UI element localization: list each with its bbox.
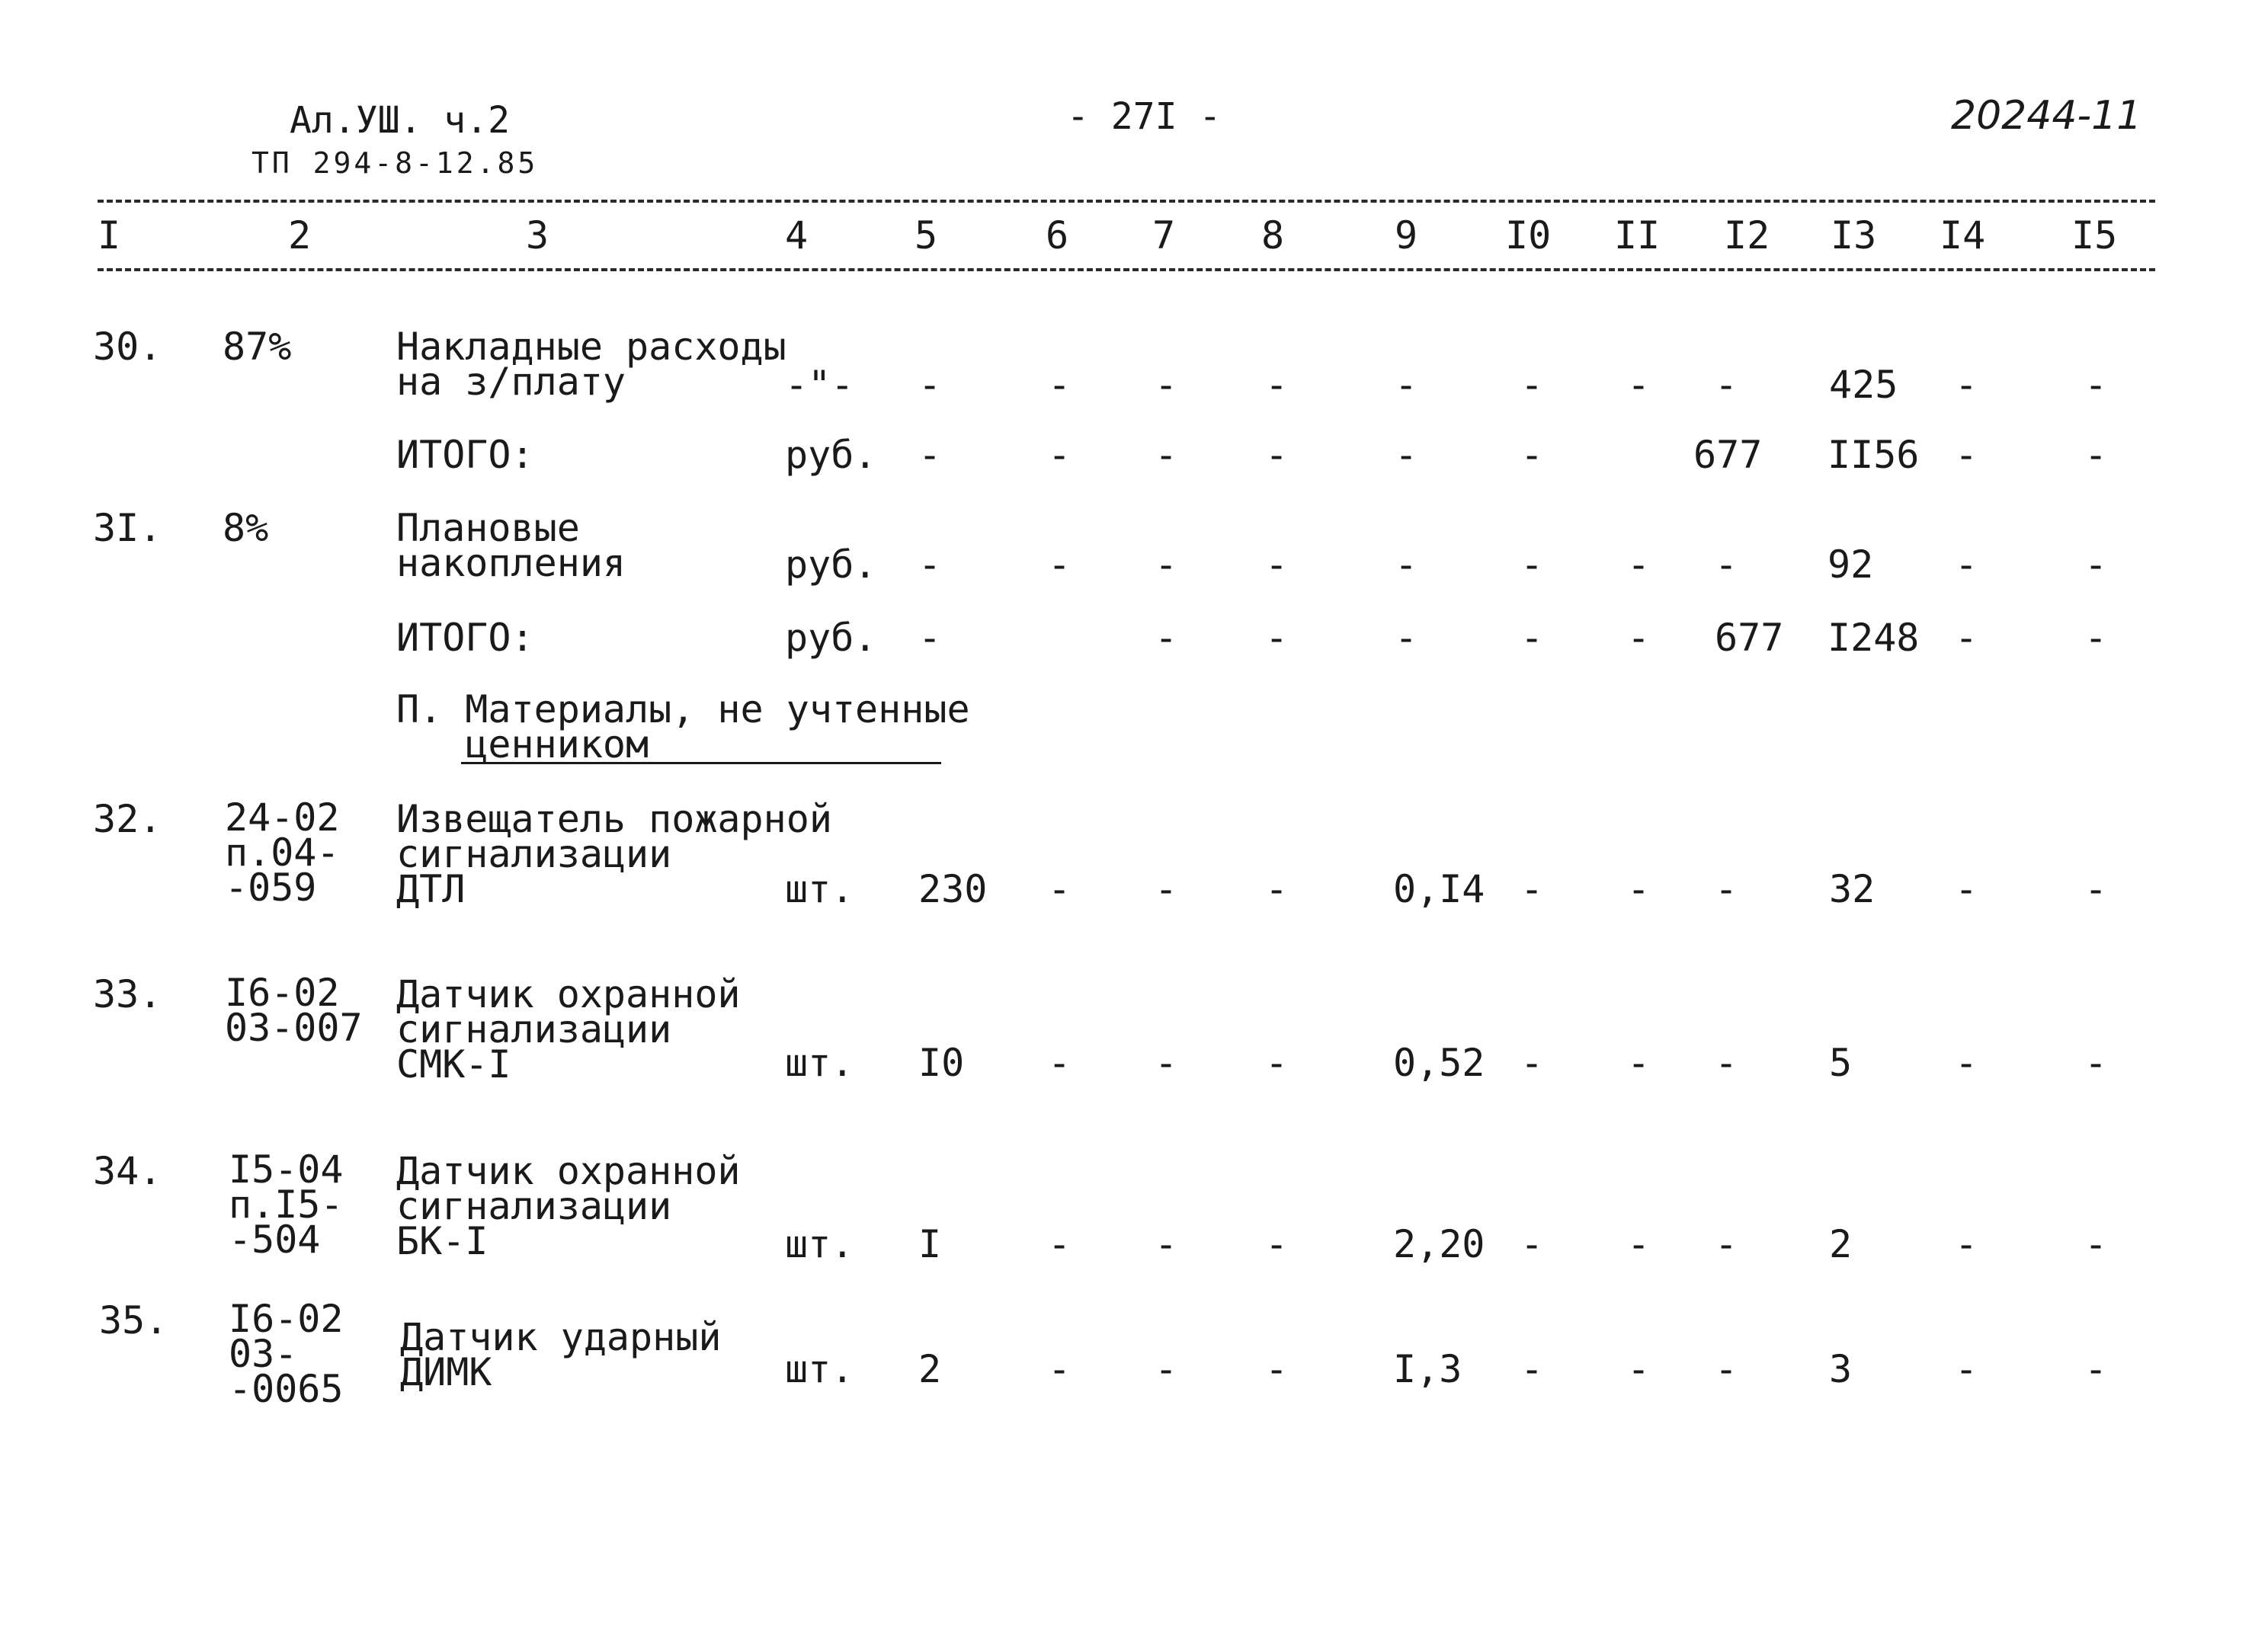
row-32-col13: 32 [1829, 867, 1876, 911]
row-31-code: 8% [223, 506, 269, 550]
row-30-total-label: ИТОГО: [396, 433, 534, 477]
row-30-unit: -"- [785, 363, 854, 407]
row-30-total-col5: - [918, 433, 942, 477]
row-33-col9: 0,52 [1393, 1041, 1485, 1085]
row-30-total-col6: - [1048, 433, 1072, 477]
row-32-col9: 0,I4 [1393, 867, 1485, 911]
row-35-unit: шт. [785, 1347, 854, 1391]
row-31-col11: - [1627, 542, 1651, 587]
row-30-col9: - [1395, 363, 1418, 407]
row-31-col6: - [1048, 542, 1072, 587]
column-header-4: 4 [785, 213, 809, 258]
column-header-3: 3 [526, 213, 549, 258]
row-30-total-col14: - [1955, 433, 1978, 477]
row-34-unit: шт. [785, 1222, 854, 1266]
row-35-col10: - [1520, 1347, 1544, 1391]
row-31-total-col12: 677 [1715, 616, 1784, 660]
row-33-col5: I0 [918, 1041, 965, 1085]
row-30-col6: - [1048, 363, 1072, 407]
row-31-total-col14: - [1955, 616, 1978, 660]
row-33-name: Датчик охранной сигнализации СМК-I [396, 972, 741, 1087]
row-31-col12: - [1715, 542, 1738, 587]
row-33-unit: шт. [785, 1041, 854, 1085]
row-30-total-col8: - [1265, 433, 1289, 477]
column-header-8: 8 [1261, 213, 1285, 258]
row-31-col7: - [1155, 542, 1178, 587]
row-33-col6: - [1048, 1041, 1072, 1085]
header-rule-bottom [98, 268, 2155, 271]
project-label: ТП 294-8-12.85 [251, 146, 539, 180]
row-32-number: 32. [93, 797, 162, 841]
row-31-total-col11: - [1627, 616, 1651, 660]
row-31-col5: - [918, 542, 942, 587]
row-31-total-col7: - [1155, 616, 1178, 660]
column-header-10: I0 [1505, 213, 1552, 258]
row-35-col7: - [1155, 1347, 1178, 1391]
row-31-unit: руб. [785, 542, 877, 587]
row-35-name: Датчик ударный ДИМК [400, 1315, 722, 1394]
column-header-15: I5 [2071, 213, 2118, 258]
column-header-13: I3 [1831, 213, 1877, 258]
column-header-11: II [1614, 213, 1661, 258]
column-header-1: I [98, 213, 121, 258]
row-30-total-col12: 677 [1693, 433, 1763, 477]
row-34-col7: - [1155, 1222, 1178, 1266]
row-34-col6: - [1048, 1222, 1072, 1266]
row-33-col8: - [1265, 1041, 1289, 1085]
row-31-col14: - [1955, 542, 1978, 587]
row-34-col12: - [1715, 1222, 1738, 1266]
row-30-col15: - [2084, 363, 2108, 407]
row-35-col15: - [2084, 1347, 2108, 1391]
row-32-col11: - [1627, 867, 1651, 911]
row-35-number: 35. [99, 1298, 168, 1343]
column-header-7: 7 [1152, 213, 1176, 258]
row-30-total-unit: руб. [785, 433, 877, 477]
row-31-total-col9: - [1395, 616, 1418, 660]
row-30-number: 30. [93, 325, 162, 369]
row-31-number: 3I. [93, 506, 162, 550]
row-31-total-label: ИТОГО: [396, 616, 534, 660]
row-31-total-col8: - [1265, 616, 1289, 660]
row-31-total-unit: руб. [785, 616, 877, 660]
row-35-col14: - [1955, 1347, 1978, 1391]
row-34-col10: - [1520, 1222, 1544, 1266]
row-35-col13: 3 [1829, 1347, 1853, 1391]
row-34-col15: - [2084, 1222, 2108, 1266]
row-35-col9: I,3 [1393, 1347, 1462, 1391]
row-34-col9: 2,20 [1393, 1222, 1485, 1266]
row-34-number: 34. [93, 1149, 162, 1193]
row-34-col11: - [1627, 1222, 1651, 1266]
row-30-col5: - [918, 363, 942, 407]
row-31-col9: - [1395, 542, 1418, 587]
column-header-2: 2 [288, 213, 312, 258]
row-35-col11: - [1627, 1347, 1651, 1391]
row-30-total-col10: - [1520, 433, 1544, 477]
row-31-total-col5: - [918, 616, 942, 660]
row-32-code: 24-02 п.04- -059 [225, 795, 340, 910]
row-32-col5: 230 [918, 867, 988, 911]
row-35-col12: - [1715, 1347, 1738, 1391]
row-30-name: Накладные расходы на з/плату [396, 325, 786, 404]
column-header-14: I4 [1940, 213, 1986, 258]
row-34-col14: - [1955, 1222, 1978, 1266]
row-35-col8: - [1265, 1347, 1289, 1391]
album-label: Ал.УШ. ч.2 [290, 99, 510, 142]
row-30-code: 87% [223, 325, 292, 369]
section-heading: П. Материалы, не учтенные ценником [396, 687, 970, 766]
row-35-col5: 2 [918, 1347, 942, 1391]
row-34-code: I5-04 п.I5- -504 [229, 1147, 344, 1262]
row-33-number: 33. [93, 972, 162, 1016]
row-32-col7: - [1155, 867, 1178, 911]
row-32-unit: шт. [785, 867, 854, 911]
row-31-total-col10: - [1520, 616, 1544, 660]
document-code: 20244-11 [1951, 93, 2142, 139]
header-rule-top [98, 200, 2155, 203]
column-header-12: I2 [1724, 213, 1770, 258]
row-30-col11: - [1627, 363, 1651, 407]
row-35-col6: - [1048, 1347, 1072, 1391]
row-32-name: Извещатель пожарной сигнализации ДТЛ [396, 797, 832, 911]
row-32-col6: - [1048, 867, 1072, 911]
row-31-col10: - [1520, 542, 1544, 587]
page-number: - 27I - [1067, 95, 1222, 138]
column-header-6: 6 [1046, 213, 1069, 258]
row-30-col14: - [1955, 363, 1978, 407]
row-34-col13: 2 [1829, 1222, 1853, 1266]
column-header-5: 5 [915, 213, 938, 258]
row-30-total-col15: - [2084, 433, 2108, 477]
row-32-col15: - [2084, 867, 2108, 911]
row-33-col10: - [1520, 1041, 1544, 1085]
row-34-name: Датчик охранной сигнализации БК-I [396, 1149, 741, 1263]
row-31-total-col15: - [2084, 616, 2108, 660]
row-33-col14: - [1955, 1041, 1978, 1085]
row-32-col8: - [1265, 867, 1289, 911]
row-33-col12: - [1715, 1041, 1738, 1085]
row-33-col15: - [2084, 1041, 2108, 1085]
row-32-col12: - [1715, 867, 1738, 911]
row-30-total-col9: - [1395, 433, 1418, 477]
row-30-total-col13: II56 [1828, 433, 1920, 477]
row-33-col11: - [1627, 1041, 1651, 1085]
row-30-col12: - [1715, 363, 1738, 407]
row-31-col8: - [1265, 542, 1289, 587]
row-33-col7: - [1155, 1041, 1178, 1085]
row-30-total-col7: - [1155, 433, 1178, 477]
column-header-9: 9 [1395, 213, 1418, 258]
row-30-col10: - [1520, 363, 1544, 407]
row-31-name: Плановые накопления [396, 506, 626, 585]
row-34-col8: - [1265, 1222, 1289, 1266]
row-34-col5: I [918, 1222, 942, 1266]
row-32-col10: - [1520, 867, 1544, 911]
row-31-total-col13: I248 [1828, 616, 1920, 660]
section-heading-underline [461, 762, 941, 764]
row-33-col13: 5 [1829, 1041, 1853, 1085]
row-33-code: I6-02 03-007 [225, 971, 363, 1050]
row-30-col7: - [1155, 363, 1178, 407]
row-35-code: I6-02 03- -0065 [229, 1297, 344, 1411]
row-30-col8: - [1265, 363, 1289, 407]
row-31-col13: 92 [1828, 542, 1874, 587]
row-30-col13: 425 [1829, 363, 1898, 407]
row-31-col15: - [2084, 542, 2108, 587]
row-32-col14: - [1955, 867, 1978, 911]
